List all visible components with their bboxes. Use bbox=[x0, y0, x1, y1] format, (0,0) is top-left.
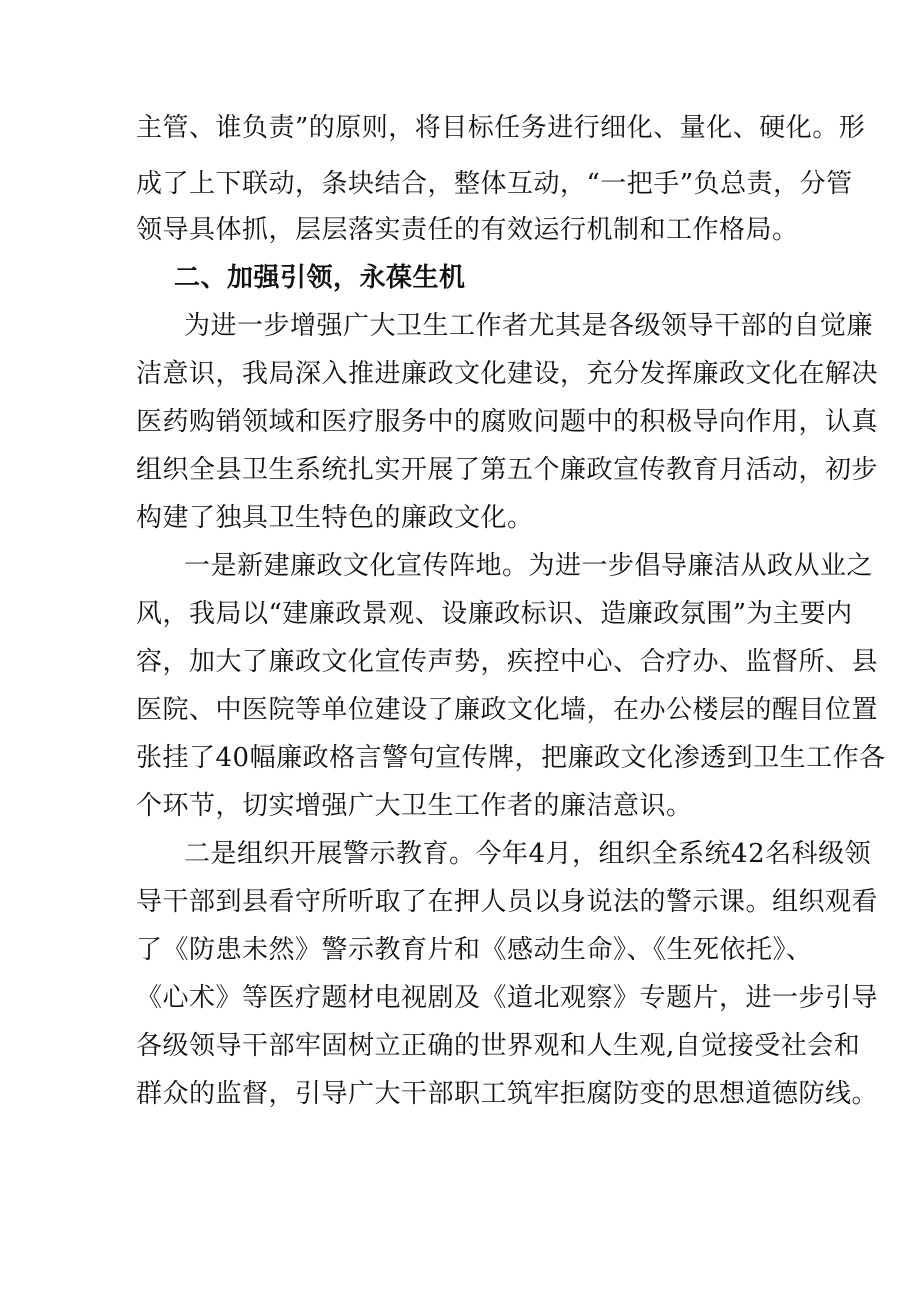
section-heading: 二、加强引领，永葆生机 bbox=[174, 263, 466, 293]
paragraph-line: 组织全县卫生系统扎实开展了第五个廉政宣传教育月活动，初步 bbox=[136, 455, 879, 485]
paragraph-line: 医药购销领域和医疗服务中的腐败问题中的积极导向作用，认真 bbox=[136, 407, 879, 437]
paragraph-line: 导干部到县看守所听取了在押人员以身说法的警示课。组织观看 bbox=[136, 887, 879, 917]
paragraph-line: 各级领导干部牢固树立正确的世界观和人生观,自觉接受社会和 bbox=[136, 1031, 861, 1061]
paragraph-line: 为进一步增强广大卫生工作者尤其是各级领导干部的自觉廉 bbox=[184, 311, 874, 341]
paragraph-line: 医院、中医院等单位建设了廉政文化墙，在办公楼层的醒目位置 bbox=[136, 695, 879, 725]
paragraph-line: 风，我局以“建廉政景观、设廉政标识、造廉政氛围”为主要内 bbox=[136, 599, 853, 629]
paragraph-line: 洁意识，我局深入推进廉政文化建设，充分发挥廉政文化在解决 bbox=[136, 359, 879, 389]
paragraph-line: 容，加大了廉政文化宣传声势，疾控中心、合疗办、监督所、县 bbox=[136, 647, 879, 677]
paragraph-line: 二是组织开展警示教育。今年4月，组织全系统42名科级领 bbox=[184, 839, 872, 869]
paragraph-line: 一是新建廉政文化宣传阵地。为进一步倡导廉洁从政从业之 bbox=[184, 551, 874, 581]
paragraph-line: 群众的监督，引导广大干部职工筑牢拒腐防变的思想道德防线。 bbox=[136, 1079, 879, 1109]
paragraph-line: 主管、谁负责”的原则，将目标任务进行细化、量化、硬化。形 bbox=[136, 113, 866, 143]
paragraph-line: 了《防患未然》警示教育片和《感动生命》、《生死依托》、 bbox=[136, 935, 813, 965]
paragraph-line: 个环节，切实增强广大卫生工作者的廉洁意识。 bbox=[136, 791, 693, 821]
paragraph-line: 构建了独具卫生特色的廉政文化。 bbox=[136, 503, 534, 533]
paragraph-line: 《心术》等医疗题材电视剧及《道北观察》专题片，进一步引导 bbox=[136, 983, 879, 1013]
paragraph-line: 领导具体抓，层层落实责任的有效运行机制和工作格局。 bbox=[136, 215, 799, 245]
paragraph-line: 成了上下联动，条块结合，整体互动，“一把手”负总责，分管 bbox=[136, 169, 853, 199]
paragraph-line: 张挂了40幅廉政格言警句宣传牌，把廉政文化渗透到卫生工作各 bbox=[136, 743, 886, 773]
